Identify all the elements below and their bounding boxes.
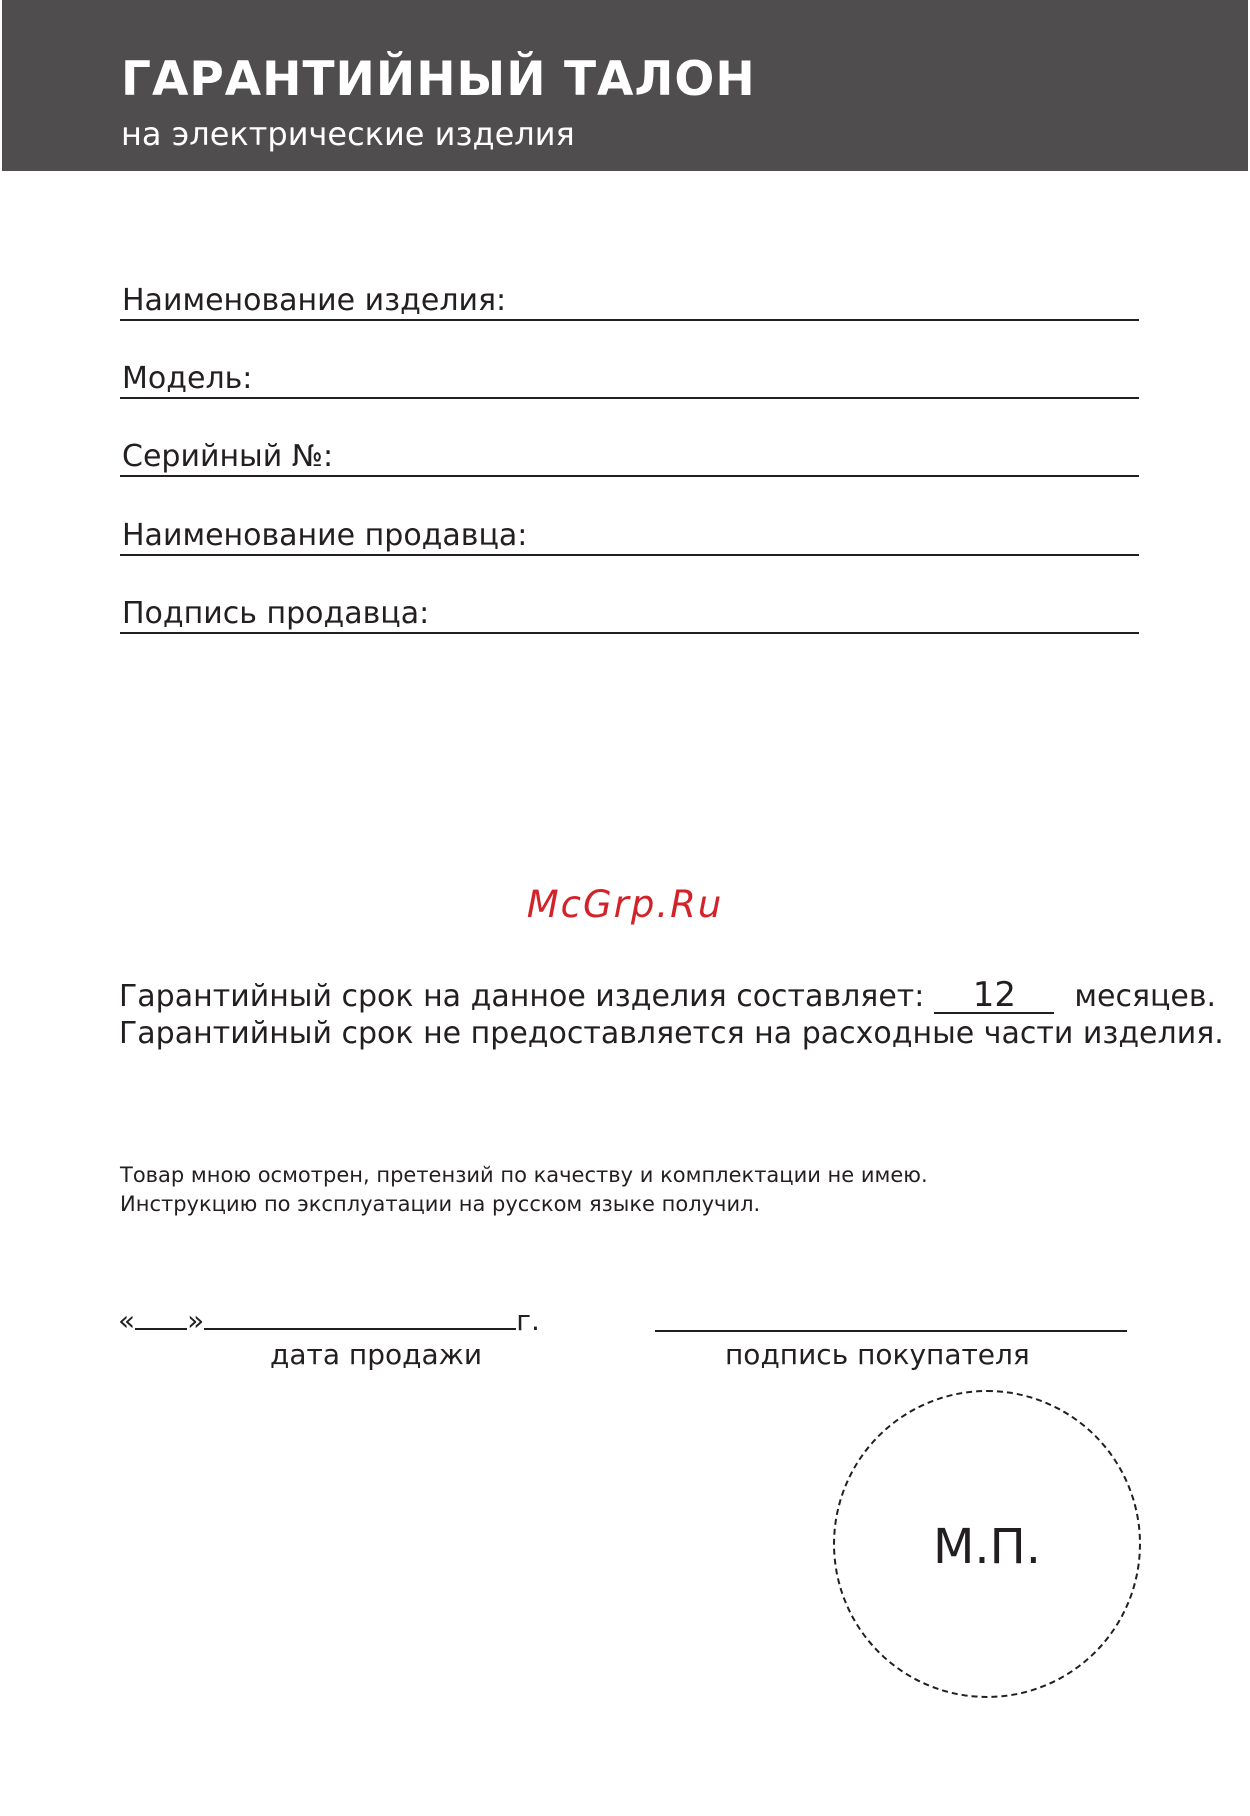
field-product-name[interactable] [120,259,1139,321]
sale-date-caption: дата продажи [270,1338,483,1371]
field-seller-signature[interactable] [120,572,1139,634]
warranty-line-1 [119,975,1217,1015]
field-seller-name[interactable] [120,494,1139,556]
stamp-label: М.П. [932,1519,1042,1575]
sale-date-field[interactable] [118,1300,540,1337]
field-label: Серийный №: [122,439,334,474]
acknowledgement-line-1: Товар мною осмотрен, претензий по качеству и комплектации не имею. [120,1163,928,1187]
warranty-months-value: 12 [934,978,1054,1014]
date-month-year-blank[interactable] [204,1300,516,1330]
field-model[interactable] [120,337,1139,399]
header-banner [2,0,1248,171]
acknowledgement-line-2: Инструкцию по эксплуатации на русском языке получил. [120,1192,761,1216]
date-close-quote: » [187,1304,205,1337]
date-year-suffix: г. [516,1304,540,1337]
field-serial-number[interactable] [120,415,1139,477]
document-subtitle: на электрические изделия [121,115,575,153]
field-label: Наименование изделия: [122,283,507,318]
buyer-signature-line[interactable] [655,1330,1127,1332]
stamp-area [833,1390,1141,1698]
date-day-blank[interactable] [135,1300,187,1330]
field-label: Модель: [122,361,253,396]
warranty-prefix: Гарантийный срок на данное изделия составляет: [119,979,925,1014]
buyer-signature-caption: подпись покупателя [725,1338,1030,1371]
document-title: ГАРАНТИЙНЫЙ ТАЛОН [121,52,756,107]
warranty-suffix: месяцев. [1074,979,1217,1014]
date-open-quote: « [118,1304,136,1337]
field-label: Наименование продавца: [122,518,528,553]
field-label: Подпись продавца: [122,596,430,631]
warranty-line-2: Гарантийный срок не предоставляется на расходные части изделия. [119,1016,1224,1051]
watermark: McGrp.Ru [526,883,724,926]
